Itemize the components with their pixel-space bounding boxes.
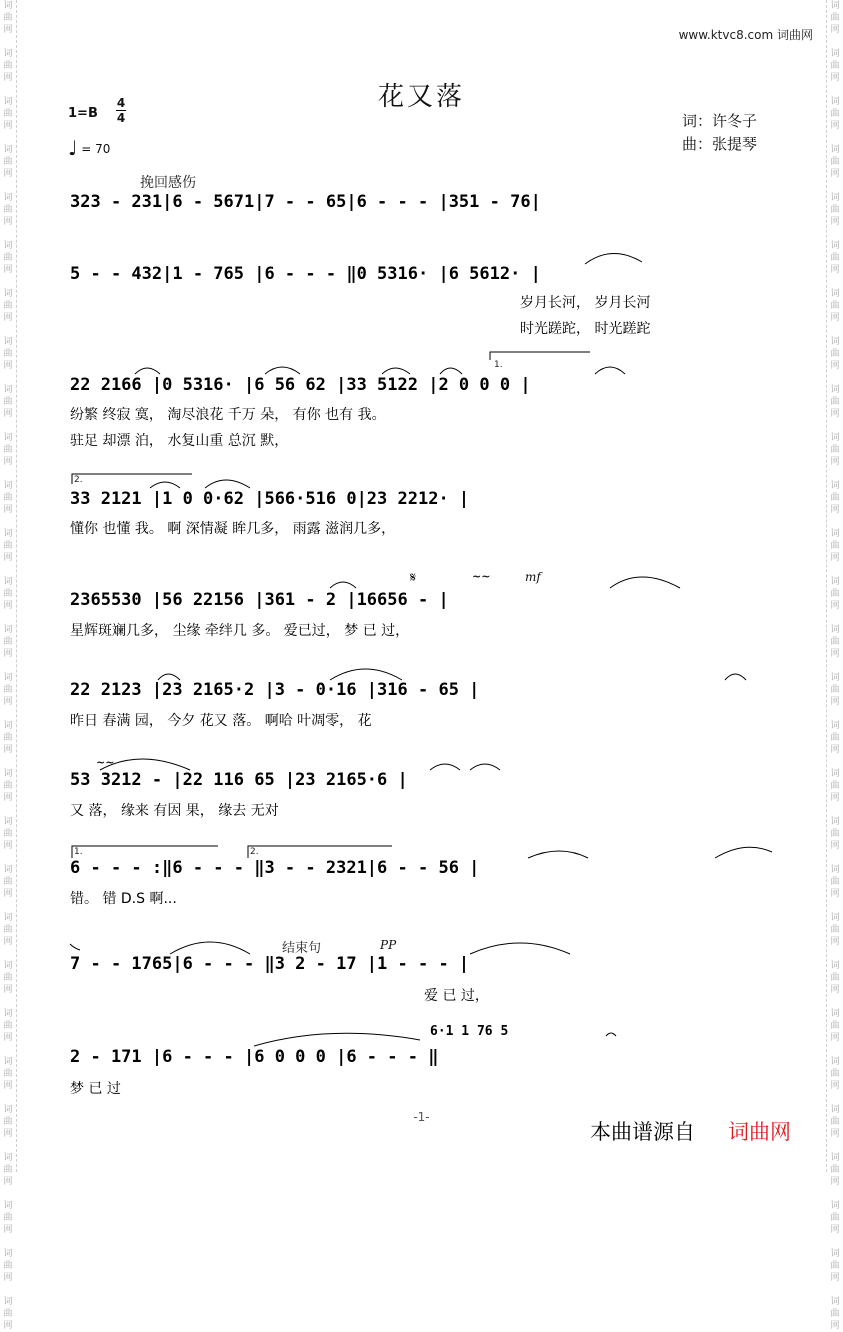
site-url: www.ktvc8.com xyxy=(678,28,774,42)
composer-credit: 曲：张提琴 xyxy=(682,135,758,153)
slur-icon xyxy=(470,764,500,770)
volta-bracket xyxy=(248,846,392,858)
volta-2-label-b: 2. xyxy=(250,847,259,857)
slur-icon xyxy=(150,482,180,488)
slur-icon xyxy=(254,1033,420,1046)
side-watermark-mark: 词 曲 网 xyxy=(830,1105,840,1139)
side-watermark-mark: 词 曲 网 xyxy=(3,1,13,35)
song-title: 花又落 xyxy=(377,82,465,112)
lyric-line-3b: 驻足 却漂 泊， 水复山重 总沉 默， xyxy=(70,433,289,449)
slur-icon xyxy=(70,944,80,950)
side-watermark-mark: 词 曲 网 xyxy=(3,1153,13,1187)
side-watermark-mark: 词 曲 网 xyxy=(830,529,840,563)
source-brand: 词曲网 xyxy=(728,1120,791,1144)
side-watermark-mark: 词 曲 网 xyxy=(3,49,13,83)
key-signature: 1=B xyxy=(68,106,98,121)
side-watermark-mark: 词 曲 网 xyxy=(3,385,13,419)
side-watermark-mark: 词 曲 网 xyxy=(830,817,840,851)
side-watermark-mark: 词 曲 网 xyxy=(3,577,13,611)
lyric-line-4: 懂你 也懂 我。 啊 深情凝 眸几多， 雨露 滋润几多， xyxy=(70,521,396,537)
score-line-2: 5 - - 432|1 - 765 |6 - - - ‖0 5316· |6 5612· | xyxy=(70,264,541,284)
volta-1-label-b: 1. xyxy=(74,847,83,857)
slur-icon xyxy=(585,253,642,264)
side-watermark-mark: 词 曲 网 xyxy=(3,673,13,707)
side-watermark-mark: 词 曲 网 xyxy=(3,241,13,275)
intro-annotation: 挽回感伤 xyxy=(140,175,196,191)
lyric-line-2a: 岁月长河， 岁月长河 xyxy=(520,295,651,311)
side-watermark-mark: 词 曲 网 xyxy=(3,145,13,179)
side-watermark-mark: 词 曲 网 xyxy=(3,865,13,899)
side-watermark-mark: 词 曲 网 xyxy=(830,193,840,227)
side-watermark-mark: 词 曲 网 xyxy=(3,1201,13,1235)
side-watermark-mark: 词 曲 网 xyxy=(3,769,13,803)
site-brand: 词曲网 xyxy=(776,28,813,42)
slur-icon xyxy=(595,367,625,374)
score-line-9: 7 - - 1765|6 - - - ‖3 2 - 17 |1 - - - | xyxy=(70,954,470,974)
score-line-4: 33 2121 |1 0 0·62 |566·516 0|23 2212· | xyxy=(70,489,470,509)
quarter-note-icon: ♩ xyxy=(68,136,78,160)
side-watermark-mark: 词 曲 网 xyxy=(3,529,13,563)
slur-icon xyxy=(725,674,746,680)
dynamic-pp: PP xyxy=(380,938,397,952)
segno-icon: 𝄋 xyxy=(410,570,417,586)
side-watermark-mark: 词 曲 网 xyxy=(3,1057,13,1091)
side-watermark-mark: 词 曲 网 xyxy=(3,1105,13,1139)
lyric-line-6: 昨日 春满 园， 今夕 花又 落。 啊哈 叶凋零， 花 xyxy=(70,713,372,729)
side-watermark-mark: 词 曲 网 xyxy=(830,577,840,611)
side-watermark-mark: 词 曲 网 xyxy=(3,481,13,515)
volta-bracket xyxy=(72,846,218,858)
side-watermark-mark: 词 曲 网 xyxy=(830,961,840,995)
side-watermark-mark: 词 曲 网 xyxy=(830,1009,840,1043)
slur-icon xyxy=(158,674,180,680)
side-watermark-mark: 词 曲 网 xyxy=(830,145,840,179)
side-watermark-mark: 词 曲 网 xyxy=(830,1057,840,1091)
side-watermark-mark: 词 曲 网 xyxy=(830,1,840,35)
slur-icon xyxy=(135,368,160,374)
side-watermark-mark: 词 曲 网 xyxy=(830,49,840,83)
trill-icon: ~~ xyxy=(472,570,491,583)
volta-bracket xyxy=(72,474,192,484)
slur-icon xyxy=(330,582,356,588)
volta-bracket xyxy=(490,352,590,360)
lyric-line-10: 梦 已 过 xyxy=(70,1081,121,1097)
side-watermark-mark: 词 曲 网 xyxy=(830,1201,840,1235)
side-watermark-mark: 词 曲 网 xyxy=(3,817,13,851)
score-line-3: 22 2166 |0 5316· |6 56 62 |33 5122 |2 0 0 0 | xyxy=(70,375,531,395)
side-watermark-mark: 词 曲 网 xyxy=(830,97,840,131)
side-watermark-mark: 词 曲 网 xyxy=(3,337,13,371)
side-watermark-mark: 词 曲 网 xyxy=(830,769,840,803)
source-label: 本曲谱源自 xyxy=(590,1120,695,1144)
trill-icon-2: ~~ xyxy=(96,756,115,769)
side-watermark-mark: 词 曲 网 xyxy=(830,385,840,419)
lyric-line-2b: 时光蹉跎， 时光蹉跎 xyxy=(520,321,651,337)
lyric-line-9: 爱 已 过， xyxy=(424,988,489,1004)
slur-icon xyxy=(715,847,772,858)
side-watermark-mark: 词 曲 网 xyxy=(830,1249,840,1283)
slur-icon xyxy=(470,943,570,954)
side-watermark-mark: 词 曲 网 xyxy=(830,913,840,947)
side-watermark-mark: 词 曲 网 xyxy=(3,913,13,947)
lyric-line-7: 又 落， 缘来 有因 果， 缘去 无对 xyxy=(70,803,279,819)
side-watermark-mark: 词 曲 网 xyxy=(3,289,13,323)
side-watermark-mark: 词 曲 网 xyxy=(830,625,840,659)
side-watermark-mark: 词 曲 网 xyxy=(830,241,840,275)
lyric-line-5: 星辉斑斓几多， 尘缘 牵绊几 多。 爱已过， 梦 已 过， xyxy=(70,623,410,639)
slur-icon xyxy=(265,367,300,374)
slur-icon xyxy=(528,851,588,858)
score-line-1: 323 - 231|6 - 5671|7 - - 65|6 - - - |351 - 76| xyxy=(70,192,541,212)
slur-icon xyxy=(205,480,250,488)
fermata-icon xyxy=(606,1033,616,1036)
volta-1-label: 1. xyxy=(494,360,503,370)
side-watermark-mark: 词 曲 网 xyxy=(830,673,840,707)
slur-icon xyxy=(382,368,410,374)
page-number: -1- xyxy=(413,1110,430,1124)
slur-icon xyxy=(330,669,402,680)
time-signature-top: 4 xyxy=(116,96,126,110)
score-line-10: 2 - 171 |6 - - - |6 0 0 0 |6 - - - ‖ xyxy=(70,1047,439,1067)
side-watermark-mark: 词 曲 网 xyxy=(3,1297,13,1331)
side-watermark-mark: 词 曲 网 xyxy=(3,1249,13,1283)
slur-icon xyxy=(430,764,460,770)
side-watermark-mark: 词 曲 网 xyxy=(830,865,840,899)
side-watermark-mark: 词 曲 网 xyxy=(830,1297,840,1331)
lyric-line-8: 错。 错 D.S 啊... xyxy=(70,891,177,907)
score-line-7: 53 3212 - |22 116 65 |23 2165·6 | xyxy=(70,770,408,790)
side-watermark-mark: 词 曲 网 xyxy=(830,481,840,515)
tempo-value: = 70 xyxy=(81,142,111,156)
score-line-8: 6 - - - :‖6 - - - ‖3 - - 2321|6 - - 56 | xyxy=(70,858,480,878)
side-watermark-mark: 词 曲 网 xyxy=(830,721,840,755)
side-watermark-mark: 词 曲 网 xyxy=(3,961,13,995)
slur-icon xyxy=(440,368,462,374)
ending-annotation: 结束句 xyxy=(282,941,322,956)
side-watermark-mark: 词 曲 网 xyxy=(3,721,13,755)
side-watermark-mark: 词 曲 网 xyxy=(3,1009,13,1043)
side-watermark-mark: 词 曲 网 xyxy=(3,625,13,659)
side-watermark-mark: 词 曲 网 xyxy=(830,1153,840,1187)
side-watermark-mark: 词 曲 网 xyxy=(830,433,840,467)
side-watermark-mark: 词 曲 网 xyxy=(3,193,13,227)
score-line-10-upper: 6·1 1 76 5 xyxy=(430,1024,509,1039)
side-watermark-mark: 词 曲 网 xyxy=(3,433,13,467)
dynamic-mf: mf xyxy=(525,570,541,584)
side-watermark-mark: 词 曲 网 xyxy=(830,337,840,371)
volta-2-label: 2. xyxy=(74,475,83,485)
slur-icon xyxy=(100,759,190,770)
slur-icon xyxy=(610,577,680,588)
time-signature-bottom: 4 xyxy=(116,111,126,125)
slur-icon xyxy=(170,942,250,954)
lyricist-credit: 词：许冬子 xyxy=(682,112,758,130)
side-watermark-mark: 词 曲 网 xyxy=(830,289,840,323)
side-watermark-mark: 词 曲 网 xyxy=(3,97,13,131)
score-line-6: 22 2123 |23 2165·2 |3 - 0·16 |316 - 65 | xyxy=(70,680,480,700)
score-line-5: 2365530 |56 22156 |361 - 2 |16656 - | xyxy=(70,590,449,610)
lyric-line-3a: 纷繁 终寂 寞， 淘尽浪花 千万 朵， 有你 也有 我。 xyxy=(70,407,386,423)
